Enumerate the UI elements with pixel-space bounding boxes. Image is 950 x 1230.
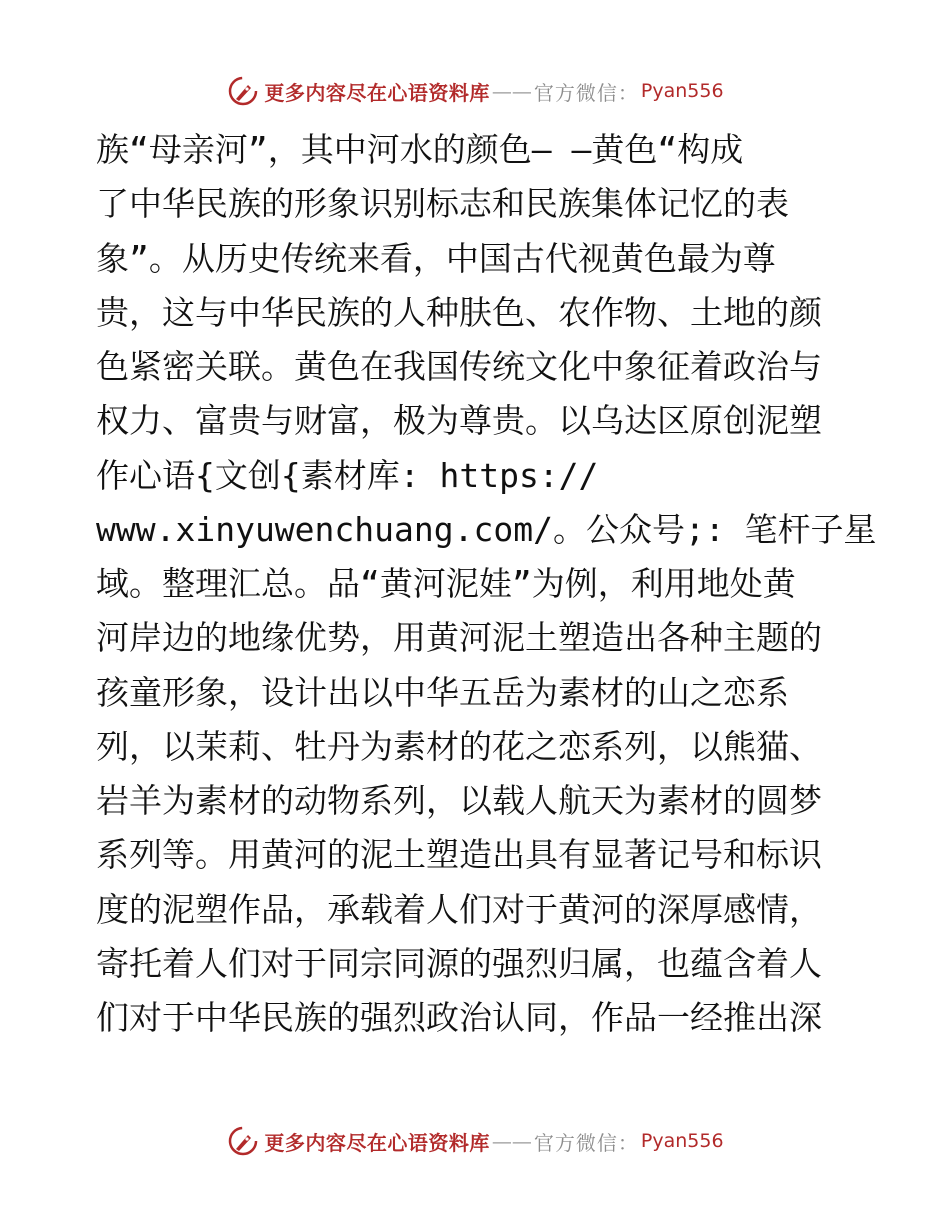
body-line: 列，以茉莉、牡丹为素材的花之恋系列，以熊猫、 (96, 726, 822, 766)
document-body-text (96, 127, 877, 1049)
pen-nib-swirl-icon (226, 1124, 260, 1158)
body-line: 系列等。用黄河的泥土塑造出具有显著记号和标识 (96, 835, 822, 875)
header-banner-wechat-label: 官方微信： (533, 80, 639, 105)
pen-nib-swirl-icon (226, 74, 260, 108)
body-line: 寄托着人们对于同宗同源的强烈归属，也蕴含着人 (96, 943, 822, 983)
body-line: 河岸边的地缘优势，用黄河泥土塑造出各种主题的 (96, 618, 822, 658)
body-line: 贵，这与中华民族的人种肤色、农作物、土地的颜 (96, 292, 822, 332)
footer-watermark-banner (0, 1121, 950, 1161)
header-banner-title: 更多内容尽在心语资料库 (264, 80, 490, 105)
header-banner-separator: —— (491, 79, 532, 103)
footer-banner-separator: —— (491, 1129, 532, 1153)
body-line: 权力、富贵与财富，极为尊贵。以乌达区原创泥塑 (96, 401, 822, 441)
footer-banner-wechat-handle: Pyan556 (640, 1130, 724, 1152)
body-line: www.xinyuwenchuang.com/。公众号;: 笔杆子星 (96, 509, 877, 549)
footer-banner-title: 更多内容尽在心语资料库 (264, 1130, 490, 1155)
body-line: 象”。从历史传统来看，中国古代视黄色最为尊 (96, 238, 776, 278)
header-banner-wechat-handle: Pyan556 (640, 80, 724, 102)
body-line: 孩童形象，设计出以中华五岳为素材的山之恋系 (96, 672, 789, 712)
body-line: 作心语{文创{素材库: https:// (96, 455, 599, 495)
body-line: 域。整理汇总。品“黄河泥娃”为例，利用地处黄 (96, 564, 796, 603)
body-line: 度的泥塑作品，承载着人们对于黄河的深厚感情， (96, 889, 822, 929)
body-line: 们对于中华民族的强烈政治认同，作品一经推出深 (96, 998, 822, 1037)
footer-banner-wechat-label: 官方微信： (533, 1130, 639, 1155)
header-watermark-banner (0, 71, 950, 111)
body-line: 族“母亲河”，其中河水的颜色— —黄色“构成 (96, 130, 744, 169)
body-line: 了中华民族的形象识别标志和民族集体记忆的表 (96, 184, 789, 224)
body-line: 色紧密关联。黄色在我国传统文化中象征着政治与 (96, 347, 822, 386)
body-line: 岩羊为素材的动物系列，以载人航天为素材的圆梦 (96, 781, 822, 820)
